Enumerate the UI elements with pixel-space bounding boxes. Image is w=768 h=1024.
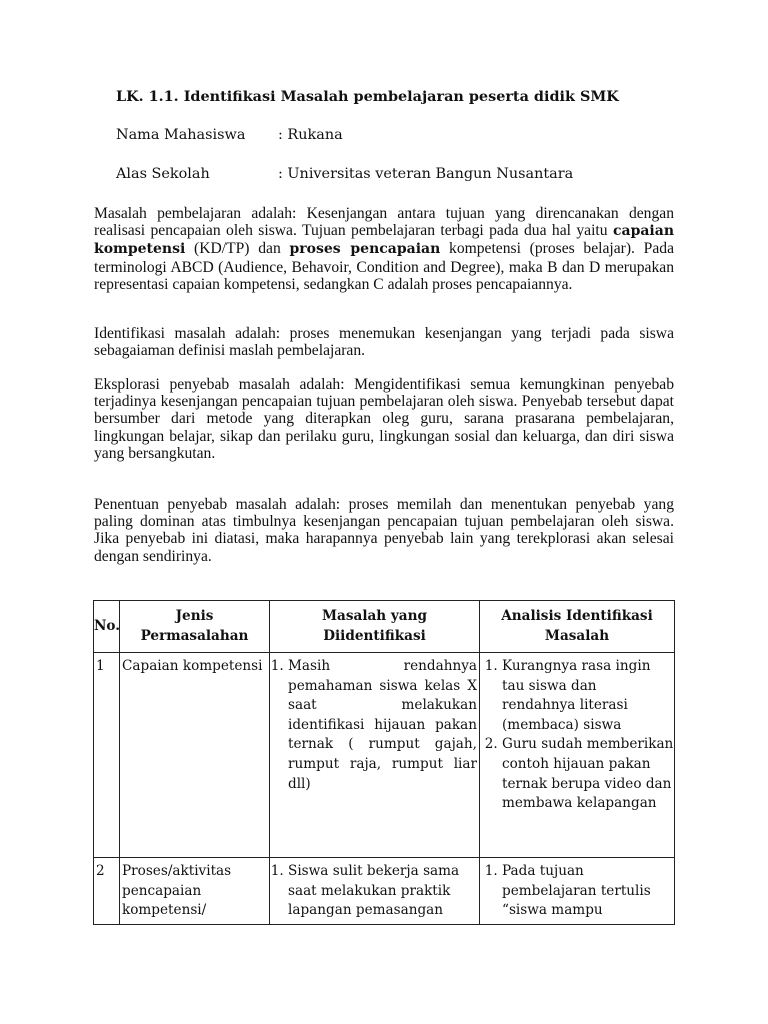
paragraph-text: kompetensi (proses belajar). Pada terminologi ABCD (Audience, Behavoir, Condition and Degree), maka B dan D merupakan representasi capaian kompetensi, sedangkan C adalah proses pencapaiannya. (94, 240, 674, 293)
cell-jenis: Capaian kompetensi (120, 653, 270, 858)
list-item: 1. Kurangnya rasa ingin tau siswa dan rendahnya literasi (membaca) siswa (502, 657, 674, 735)
paragraph-identifikasi: Identifikasi masalah adalah: proses menemukan kesenjangan yang terjadi pada siswa sebagaiaman definisi maslah pembelajaran. (94, 325, 674, 360)
cell-jenis: Proses/aktivitas pencapaian kompetensi/ (120, 858, 270, 925)
list-item: 1. Masih rendahnya pemahaman siswa kelas X saat melakukan identifikasi hijauan pakan ternak ( rumput gajah, rumput raja, rumput liar dll) (288, 657, 477, 794)
cell-masalah (270, 653, 480, 858)
identification-table (93, 600, 675, 925)
header-no: No. (94, 601, 120, 653)
bold-term-proses: proses pencapaian (289, 241, 441, 258)
paragraph-text: (KD/TP) dan (185, 240, 290, 258)
document-title: LK. 1.1. Identifikasi Masalah pembelajaran peserta didik SMK (116, 88, 619, 105)
table-row (94, 858, 675, 925)
paragraph-text: Masalah pembelajaran adalah: Kesenjangan antara tujuan yang direncanakan dengan realisasi pencapaian oleh siswa. Tujuan pembelajaran terbagi pada dua hal yaitu (94, 205, 674, 240)
student-name-value: : Rukana (278, 127, 343, 143)
cell-analisis (480, 858, 675, 925)
school-row (116, 166, 573, 182)
student-name-label: Nama Mahasiswa (116, 127, 246, 143)
school-value: : Universitas veteran Bangun Nusantara (278, 166, 574, 182)
cell-no: 2 (94, 858, 120, 925)
bold-term-capaian: capaian kompetensi (94, 223, 674, 258)
table-row (94, 653, 675, 858)
list-item: 1. Pada tujuan pembelajaran tertulis “siswa mampu (502, 862, 674, 921)
table-header-row (94, 601, 675, 653)
header-jenis: Jenis Permasalahan (120, 601, 270, 653)
header-analisis: Analisis Identifikasi Masalah (480, 601, 675, 653)
school-label: Alas Sekolah (116, 166, 210, 182)
cell-no: 1 (94, 653, 120, 858)
list-item: 2. Guru sudah memberikan contoh hijauan pakan ternak berupa video dan membawa kelapangan (502, 735, 674, 813)
student-name-row (116, 127, 343, 143)
cell-analisis (480, 653, 675, 858)
paragraph-masalah-pembelajaran (94, 205, 674, 293)
paragraph-penentuan: Penentuan penyebab masalah adalah: proses memilah dan menentukan penyebab yang paling dominan atas timbulnya kesenjangan pencapaian tujuan pembelajaran oleh siswa. Jika penyebab ini diatasi, maka harapannya penyebab lain yang terekplorasi akan selesai dengan sendirinya. (94, 496, 674, 565)
cell-masalah (270, 858, 480, 925)
paragraph-eksplorasi: Eksplorasi penyebab masalah adalah: Mengidentifikasi semua kemungkinan penyebab terjadinya kesenjangan pencapaian tujuan pembelajaran oleh siswa. Penyebab tersebut dapat bersumber dari metode yang diterapkan oleg guru, sarana prasarana pembelajaran, lingkungan belajar, sikap dan perilaku guru, lingkungan sosial dan keluarga, dan diri siswa yang bersangkutan. (94, 376, 674, 462)
list-item: 1. Siswa sulit bekerja sama saat melakukan praktik lapangan pemasangan (288, 862, 479, 921)
header-masalah: Masalah yang Diidentifikasi (270, 601, 480, 653)
